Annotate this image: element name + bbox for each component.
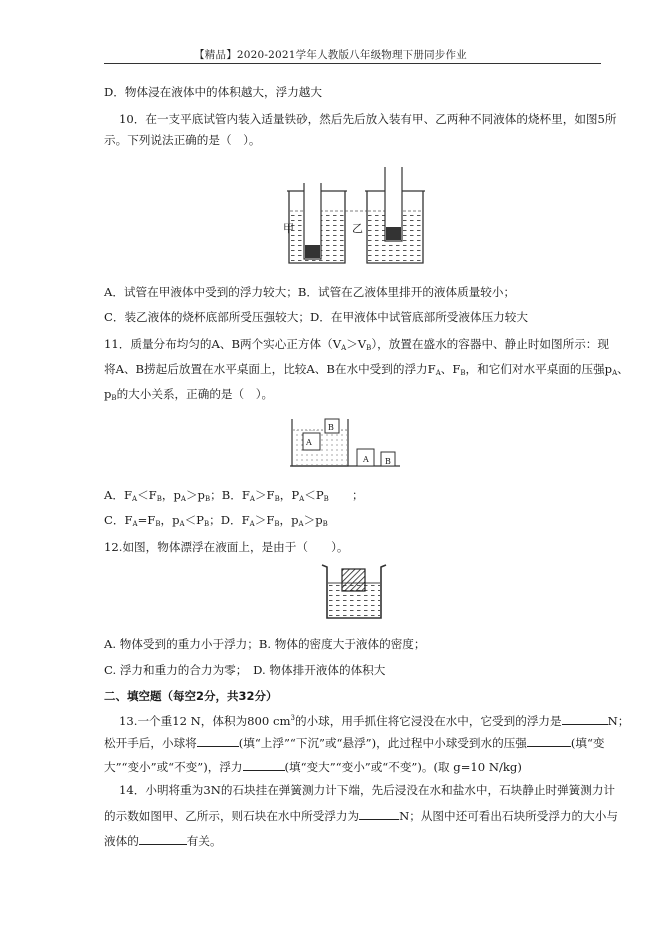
q11-option-a: A．$F_A<F_B$，$p_A>p_B$；B．$F_A>F_B$，$P_A<P_B$ ； xyxy=(104,488,364,503)
q11-stem-line3: $p_B$的大小关系，正确的是（ ）。 xyxy=(104,387,274,402)
q9-option-d: D．物体浸在液体中的体积越大，浮力越大 xyxy=(104,85,322,99)
q13-blank-2[interactable] xyxy=(197,735,239,747)
q13-line3: 大”“变小”或“不变”)，浮力 (填“变大”“变小”或“不变”)。(取 g=10 N/kg) xyxy=(104,760,522,774)
q13-blank-4[interactable] xyxy=(243,759,285,771)
q11-figure-label-a1: A xyxy=(306,438,312,447)
q12-stem: 12.如图，物体漂浮在液面上，是由于（ ）。 xyxy=(104,540,349,554)
q14-blank-2[interactable] xyxy=(139,833,187,845)
q13-blank-1[interactable] xyxy=(562,713,608,725)
q10-options-line1: A．试管在甲液体中受到的浮力较大；B．试管在乙液体里排开的液体质量较小； xyxy=(104,285,516,299)
q11-option-c: C．$F_A=F_B$，$p_A<P_B$；D．$F_A>F_B$，$p_A>p_B$ xyxy=(104,513,328,528)
q10-figure-label-left: 甲 xyxy=(283,222,294,235)
q11-figure-label-a2: A xyxy=(363,455,369,464)
q12-floating-block xyxy=(342,569,365,591)
q10-stem-line1: 10．在一支平底试管内装入适量铁砂，然后先后放入装有甲、乙两种不同液体的烧杯里，如图5所 xyxy=(119,112,617,126)
q11-stem-line1: 11．质量分布均匀的A、B两个实心正方体$(V_A>V_B)$，放置在盛水的容器中、静止时如图所示：现 xyxy=(104,337,609,352)
section-fill-in-title: 二、填空题（每空2分，共32分） xyxy=(104,689,278,703)
q14-line1: 14．小明将重为3N的石块挂在弹簧测力计下端，先后浸没在水和盐水中，石块静止时弹簧测力计 xyxy=(119,783,616,797)
q10-figure-label-right: 乙 xyxy=(352,222,363,235)
q10-stem-line2: 示。下列说法正确的是（ ）。 xyxy=(104,133,261,147)
q13-blank-3[interactable] xyxy=(527,735,571,747)
q12-options-line1: A. 物体受到的重力小于浮力；B. 物体的密度大于液体的密度； xyxy=(104,637,426,651)
header-rule xyxy=(104,63,601,64)
q12-figure-beaker xyxy=(321,563,387,621)
q12-options-line2: C. 浮力和重力的合力为零； D. 物体排开液体的体积大 xyxy=(104,663,386,677)
q14-blank-1[interactable] xyxy=(359,808,399,820)
q10-options-line2: C．装乙液体的烧杯底部所受压强较大；D．在甲液体中试管底部所受液体压力较大 xyxy=(104,310,528,324)
q11-stem-line2: 将A、B捞起后放置在水平桌面上，比较A、B在水中受到的浮力$F_A$、$F_B$，和它们对水平桌面的压强$p_A$、 xyxy=(104,362,629,377)
q13-line1: 13.一个重12 N，体积为800 $cm^3$的小球，用手抓住将它浸没在水中，它受到的浮力是 N； xyxy=(119,714,630,728)
q14-line2: 的示数如图甲、乙所示，则石块在水中所受浮力为 N；从图中还可看出石块所受浮力的大小与 xyxy=(104,809,618,823)
q14-line3: 液体的 有关。 xyxy=(104,834,222,848)
q11-figure-label-b1: B xyxy=(328,423,334,432)
q13-line2: 松开手后，小球将 (填“上浮”“下沉”或“悬浮”)，此过程中小球受到水的压强 (填“变 xyxy=(104,736,605,750)
q10-figure-beakers xyxy=(283,163,433,271)
q11-figure-label-b2: B xyxy=(385,457,391,466)
page-header: 【精品】2020-2021学年人教版八年级物理下册同步作业 xyxy=(194,49,467,61)
